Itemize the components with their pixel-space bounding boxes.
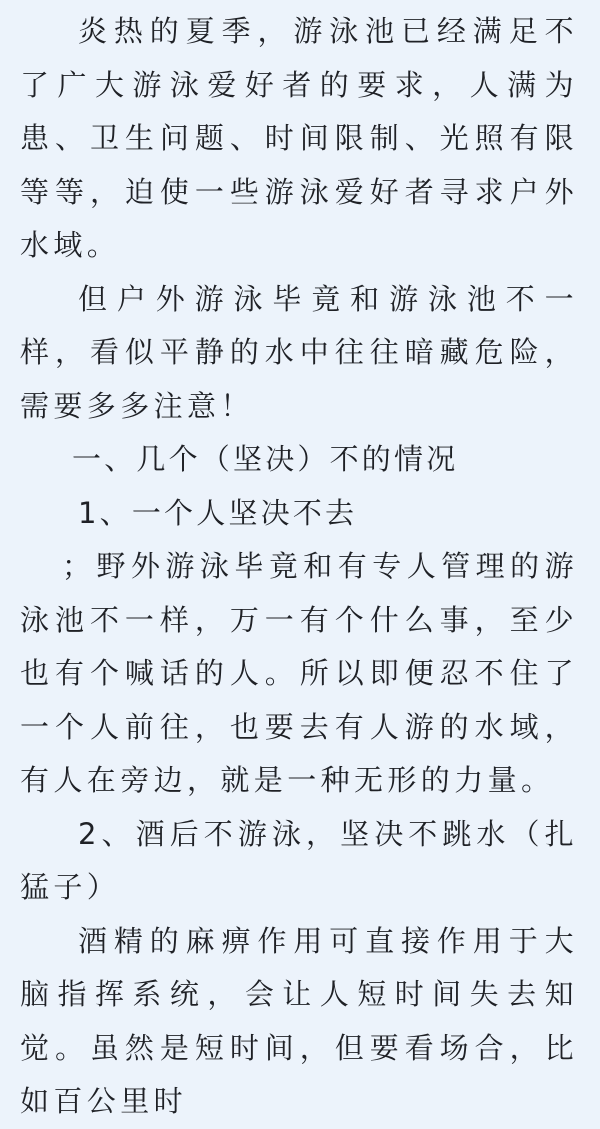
paragraph-rule-1: ；野外游泳毕竟和有专人管理的游泳池不一样，万一有个什么事，至少也有个喊话的人。所以即便忍不住了一个人前往，也要去有人游的水域，有人在旁边，就是一种无形的力量。 xyxy=(20,549,578,797)
paragraph-rule-2: 酒精的麻痹作用可直接作用于大脑指挥系统，会让人短时间失去知觉。虽然是短时间，但要看场合，比如百公里时 xyxy=(20,923,578,1118)
rule-1-heading: 1、一个人坚决不去 xyxy=(78,495,358,530)
rule-2-heading: 2、酒后不游泳，坚决不跳水（扎猛子） xyxy=(20,816,578,904)
paragraph-summer-pools: 炎热的夏季，游泳池已经满足不了广大游泳爱好者的要求，人满为患、卫生问题、时间限制、光照有限等等，迫使一些游泳爱好者寻求户外水域。 xyxy=(20,14,578,262)
paragraph-outdoor-danger: 但户外游泳毕竟和游泳池不一样，看似平静的水中往往暗藏危险，需要多多注意！ xyxy=(20,281,578,423)
section-heading: 一、几个（坚决）不的情况 xyxy=(72,442,459,476)
